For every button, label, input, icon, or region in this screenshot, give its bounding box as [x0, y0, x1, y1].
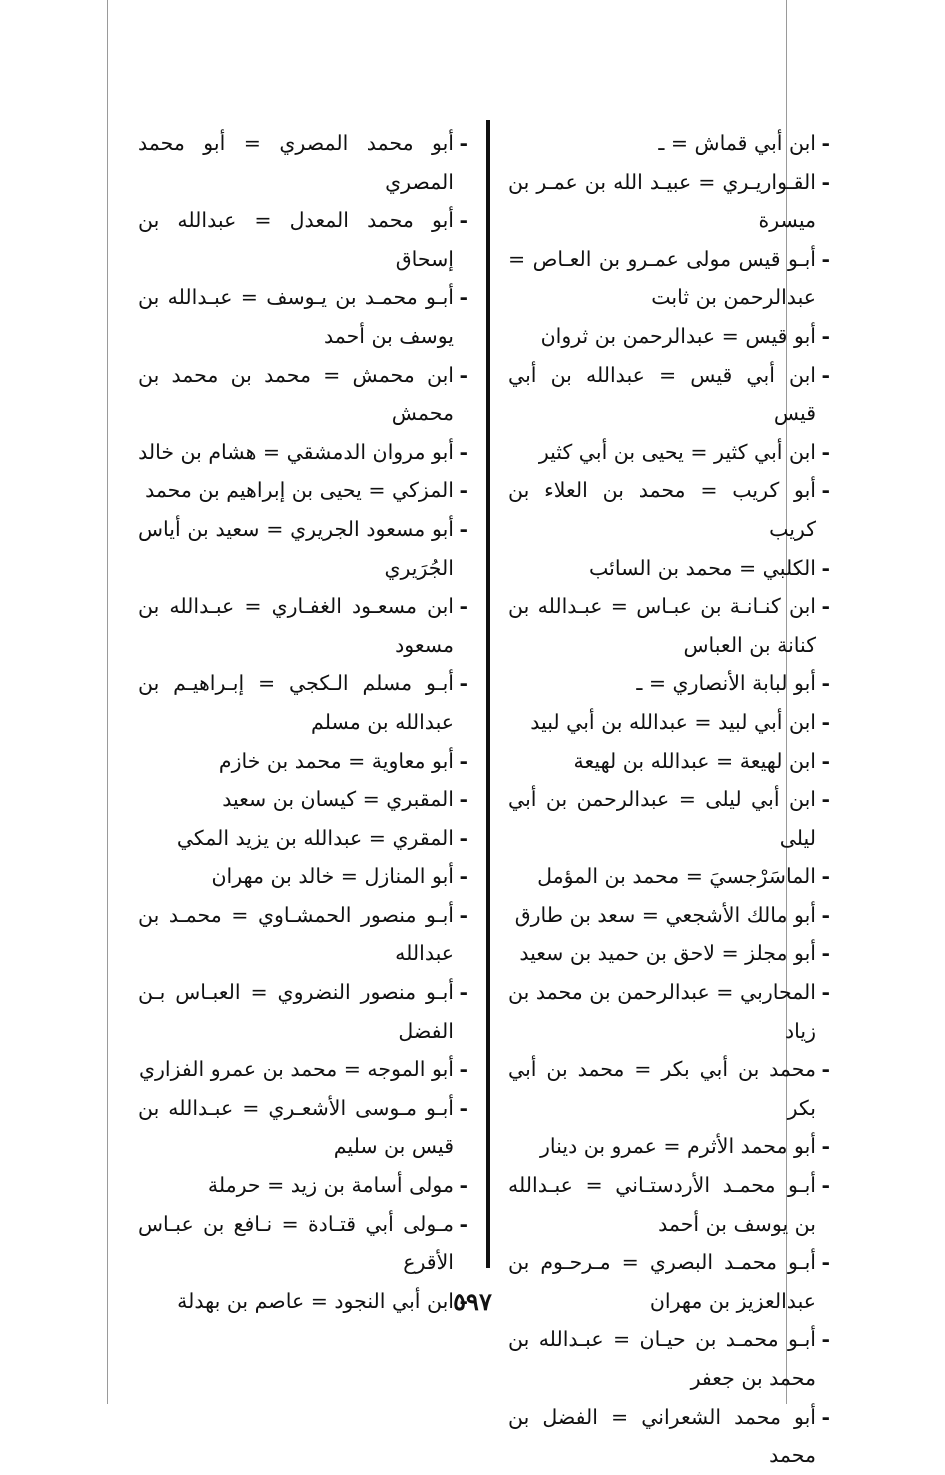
left-column	[138, 124, 468, 1320]
index-entry: - أبـو محمـد الأردستـاني = عبـدالله بن يوسف بن أحمد	[508, 1166, 830, 1243]
index-entry: - ابن لهيعة = عبدالله بن لهيعة	[508, 742, 830, 781]
index-entry: - أبو معاوية = محمد بن خازم	[138, 742, 468, 781]
index-entry: - أبو مروان الدمشقي = هشام بن خالد	[138, 433, 468, 472]
index-entry: - أبو محمد الشعراني = الفضل بن محمد	[508, 1398, 830, 1475]
index-entry: - ابن أبي قماش = ـ	[508, 124, 830, 163]
index-entry: - أبو لبابة الأنصاري = ـ	[508, 664, 830, 703]
index-entry: - أبـو محمـد البصري = مـرحـوم بن عبدالعزيز بن مهران	[508, 1243, 830, 1320]
right-column	[508, 124, 830, 1475]
index-entry: - أبـو محمـد بن حيـان = عبـدالله بن محمد بن جعفر	[508, 1320, 830, 1397]
index-entry: - أبو مالك الأشجعي = سعد بن طارق	[508, 896, 830, 935]
index-entry: - القـواريـري = عبيـد الله بن عمـر بن ميسرة	[508, 163, 830, 240]
page-number: ٥٩٧	[453, 1287, 492, 1316]
index-entry: - أبـو مـوسى الأشعـري = عبـدالله بن قيس بن سليم	[138, 1089, 468, 1166]
index-entry: - المقبري = كيسان بن سعيد	[138, 780, 468, 819]
index-entry: - ابن أبي النجود = عاصم بن بهدلة	[138, 1282, 468, 1321]
index-entry: - مولى أسامة بن زيد = حرملة	[138, 1166, 468, 1205]
index-entry: - المزكي = يحيى بن إبراهيم بن محمد	[138, 471, 468, 510]
index-entry: - المحاربي = عبدالرحمن بن محمد بن زياد	[508, 973, 830, 1050]
index-entry: - أبو محمد المعدل = عبدالله بن إسحاق	[138, 201, 468, 278]
index-entry: - أبو قيس = عبدالرحمن بن ثروان	[508, 317, 830, 356]
index-entry: - أبـو مسلم الـكجي = إبـراهيـم بن عبدالله بن مسلم	[138, 664, 468, 741]
index-entry: - أبـو قيس مولى عمـرو بن العـاص = عبدالرحمن بن ثابت	[508, 240, 830, 317]
index-entry: - الماسَرْجسيَ = محمد بن المؤمل	[508, 857, 830, 896]
index-entry: - ابن أبي قيس = عبدالله بن أبي قيس	[508, 356, 830, 433]
index-entry: - المقري = عبدالله بن يزيد المكي	[138, 819, 468, 858]
index-entry: - ابن أبي كثير = يحيى بن أبي كثير	[508, 433, 830, 472]
index-entry: - أبو محمد الأثرم = عمرو بن دينار	[508, 1127, 830, 1166]
index-entry: - محمد بن أبي بكر = محمد بن أبي بكر	[508, 1050, 830, 1127]
index-entry: - ابن مسعـود الغفـاري = عبـدالله بن مسعود	[138, 587, 468, 664]
index-entry: - ابن أبي لبيد = عبدالله بن أبي لبيد	[508, 703, 830, 742]
column-divider	[486, 120, 490, 1268]
index-entry: - أبو محمد المصري = أبو محمد المصري	[138, 124, 468, 201]
index-entry: - أبـو منصور النضروي = العبـاس بـن الفضل	[138, 973, 468, 1050]
index-entry: - مـولى أبي قتـادة = نـافع بن عبـاس الأقرع	[138, 1205, 468, 1282]
index-entry: - أبو كريب = محمد بن العلاء بن كريب	[508, 471, 830, 548]
index-entry: - ابن محمش = محمد بن محمد بن محمش	[138, 356, 468, 433]
index-entry: - أبو المنازل = خالد بن مهران	[138, 857, 468, 896]
index-entry: - أبو مجلز = لاحق بن حميد بن سعيد	[508, 934, 830, 973]
index-entry: - أبو الموجه = محمد بن عمرو الفزاري	[138, 1050, 468, 1089]
index-entry: - أبـو منصور الحمشـاوي = محمـد بن عبدالله	[138, 896, 468, 973]
index-entry: - أبو مسعود الجريري = سعيد بن أياس الجُرَيري	[138, 510, 468, 587]
index-entry: - ابن أبي ليلى = عبدالرحمن بن أبي ليلى	[508, 780, 830, 857]
index-entry: - الكلبي = محمد بن السائب	[508, 549, 830, 588]
index-entry: - ابن كنـانـة بن عبـاس = عبـدالله بن كنانة بن العباس	[508, 587, 830, 664]
scan-margin-line-left	[107, 0, 108, 1404]
index-entry: - أبـو محمـد بن يـوسف = عبـدالله بن يوسف بن أحمد	[138, 278, 468, 355]
